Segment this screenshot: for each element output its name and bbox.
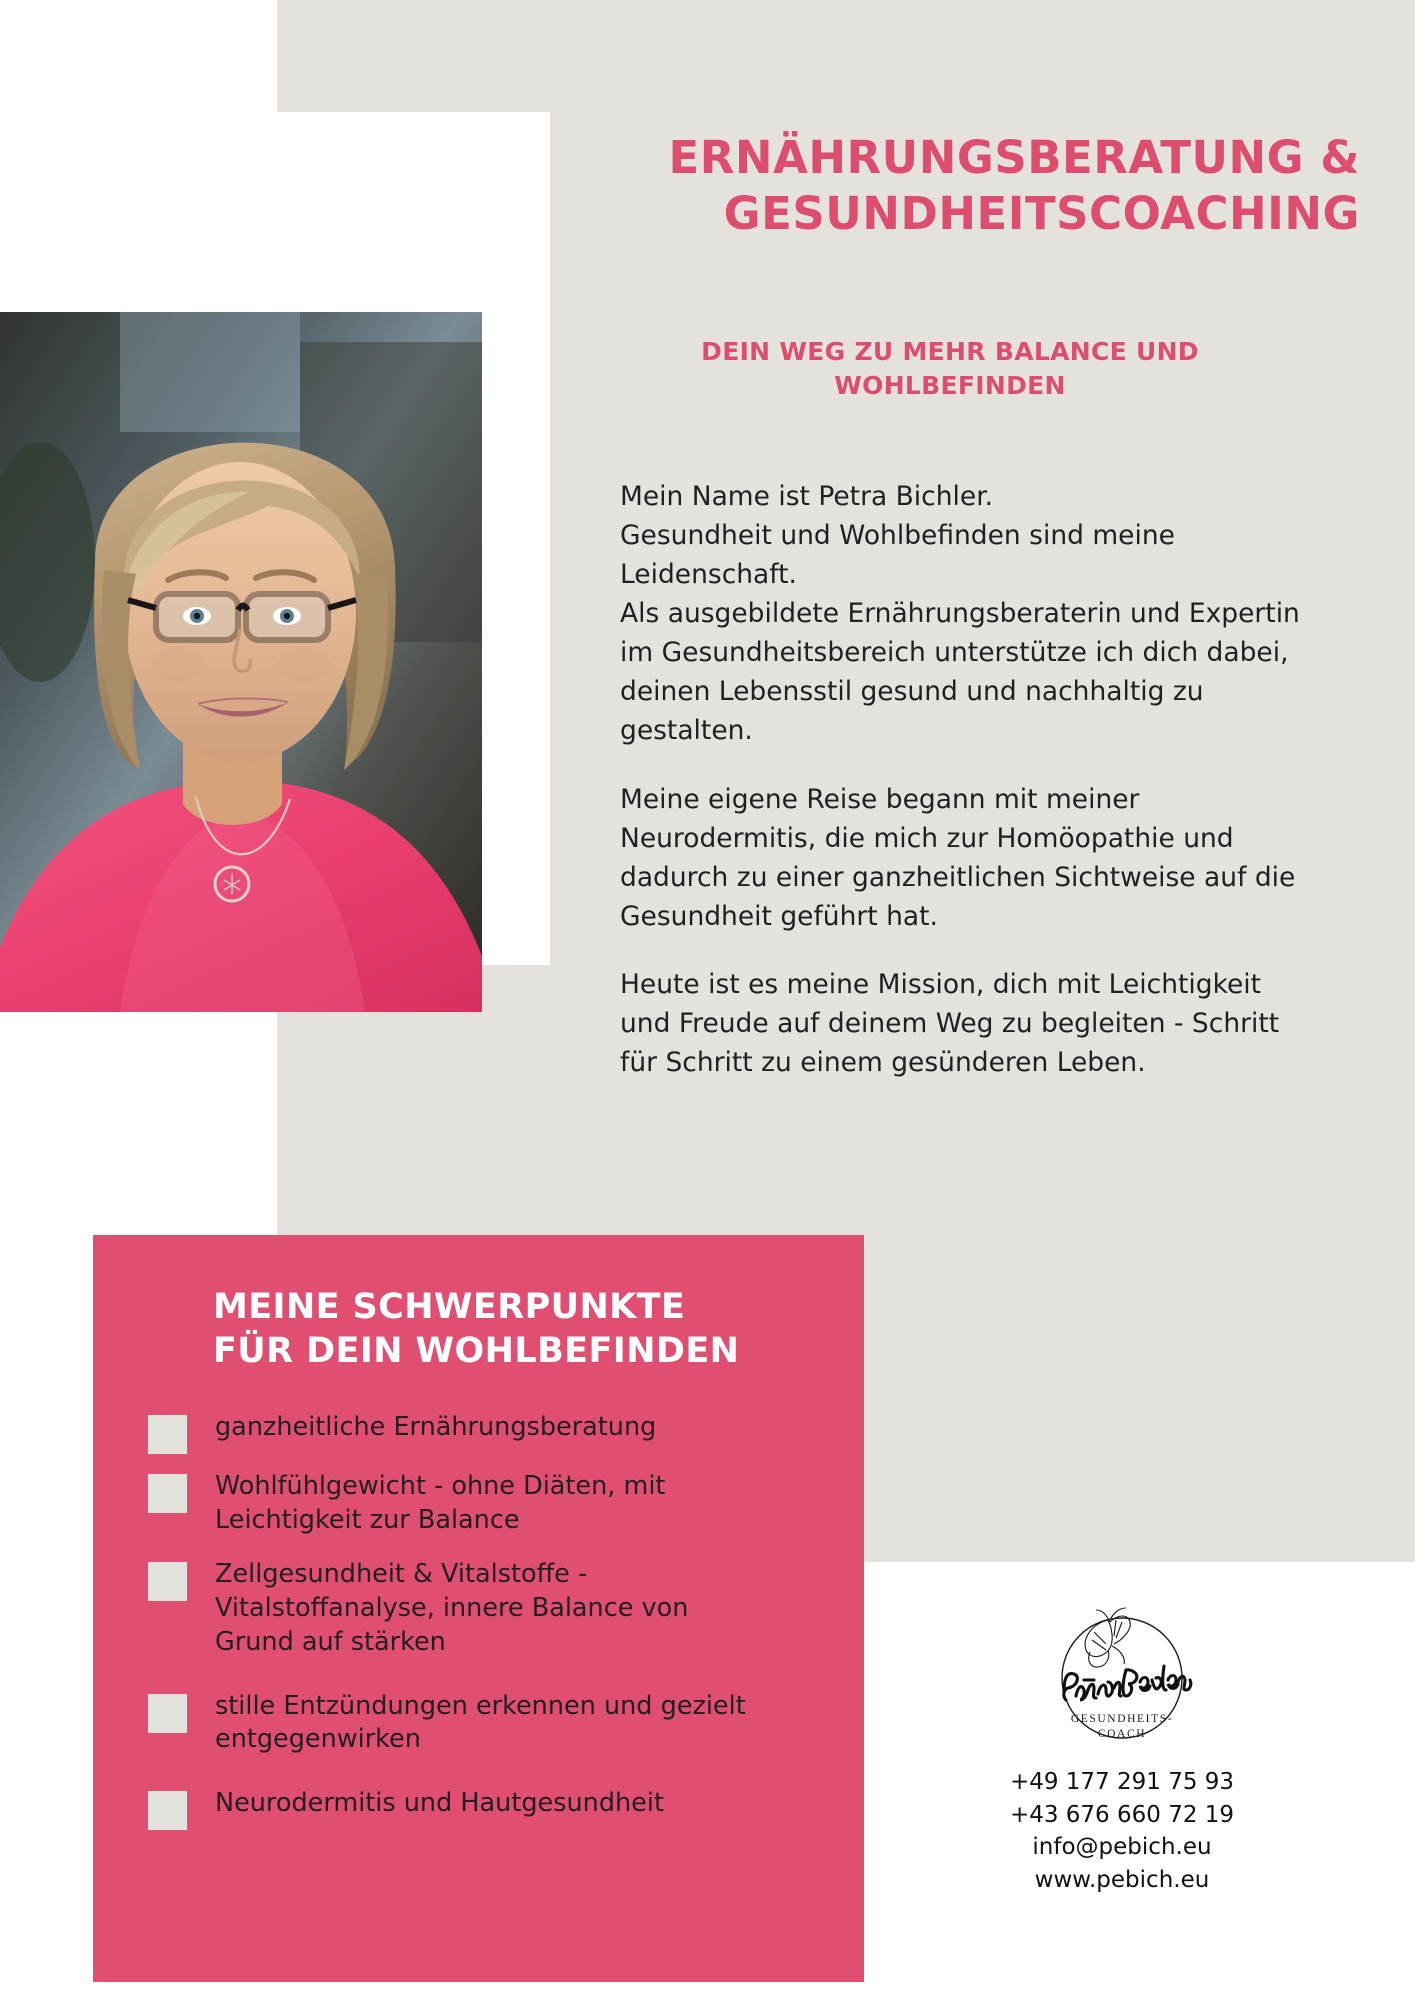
checkbox-icon xyxy=(148,1474,187,1513)
contact-info xyxy=(972,1766,1272,1897)
portrait-photo xyxy=(0,312,482,1012)
focus-title-line-1: MEINE SCHWERPUNKTE xyxy=(213,1287,686,1327)
background-band-top xyxy=(277,0,1415,112)
intro-paragraph-1: Mein Name ist Petra Bichler. Gesundheit und Wohlbefinden sind meine Leidenschaft. Als ausgebildete Ernährungsberaterin und Expertin im Gesundheitsbereich unterstütze ich dich dabei, deinen Lebensstil gesund und nachhaltig zu gestalten. xyxy=(620,481,1300,746)
checkbox-icon xyxy=(148,1562,187,1601)
phone-at[interactable]: +43 676 660 72 19 xyxy=(1009,1801,1235,1828)
list-item-label: Neurodermitis und Hautgesundheit xyxy=(215,1788,664,1819)
focus-areas-list xyxy=(148,1411,848,1846)
list-item-label: Zellgesundheit & Vitalstoffe - Vitalstoffanalyse, innere Balance von Grund auf stärken xyxy=(215,1558,689,1657)
list-item xyxy=(148,1470,848,1538)
logo-wordmark xyxy=(1064,1666,1191,1700)
subtitle-line-1: DEIN WEG ZU MEHR BALANCE UND xyxy=(701,337,1199,366)
list-item xyxy=(148,1787,848,1830)
brand-logo xyxy=(1022,1600,1222,1760)
intro-text xyxy=(620,478,1360,1083)
checkbox-icon xyxy=(148,1694,187,1733)
list-item-label: stille Entzündungen erkennen und gezielt entgegenwirken xyxy=(215,1690,746,1755)
butterfly-icon xyxy=(1085,1608,1130,1667)
list-item-label: Wohlfühlgewicht - ohne Diäten, mit Leichtigkeit zur Balance xyxy=(215,1471,666,1535)
focus-areas-box xyxy=(93,1235,864,1982)
checkbox-icon xyxy=(148,1791,187,1830)
intro-paragraph-2: Meine eigene Reise begann mit meiner Neurodermitis, die mich zur Homöopathie und dadurch zu einer ganzheitlichen Sichtweise auf die Gesundheit geführt hat. xyxy=(620,783,1296,932)
list-item xyxy=(148,1558,848,1660)
logo-tagline-line-2: COACH xyxy=(1097,1728,1147,1740)
subtitle-line-2: WOHLBEFINDEN xyxy=(834,370,1066,400)
focus-areas-title xyxy=(213,1285,833,1373)
page-title xyxy=(560,130,1360,243)
focus-title-line-2: FÜR DEIN WOHLBEFINDEN xyxy=(213,1331,740,1372)
phone-de[interactable]: +49 177 291 75 93 xyxy=(1009,1769,1235,1795)
logo-tagline-line-1: GESUNDHEITS- xyxy=(1070,1713,1174,1725)
checkbox-icon xyxy=(148,1415,187,1454)
website-url[interactable]: www.pebich.eu xyxy=(1034,1866,1210,1893)
title-line-2: GESUNDHEITSCOACHING xyxy=(723,187,1360,241)
page-subtitle xyxy=(600,335,1300,403)
email-address[interactable]: info@pebich.eu xyxy=(1032,1834,1212,1861)
portrait-card xyxy=(0,112,550,965)
list-item xyxy=(148,1411,848,1454)
intro-paragraph-3: Heute ist es meine Mission, dich mit Leichtigkeit und Freude auf deinem Weg zu begleiten - Schritt für Schritt zu einem gesünderen Leben. xyxy=(620,969,1280,1079)
list-item-label: ganzheitliche Ernährungsberatung xyxy=(215,1412,657,1442)
list-item xyxy=(148,1690,848,1758)
title-line-1: ERNÄHRUNGSBERATUNG & xyxy=(668,131,1360,184)
